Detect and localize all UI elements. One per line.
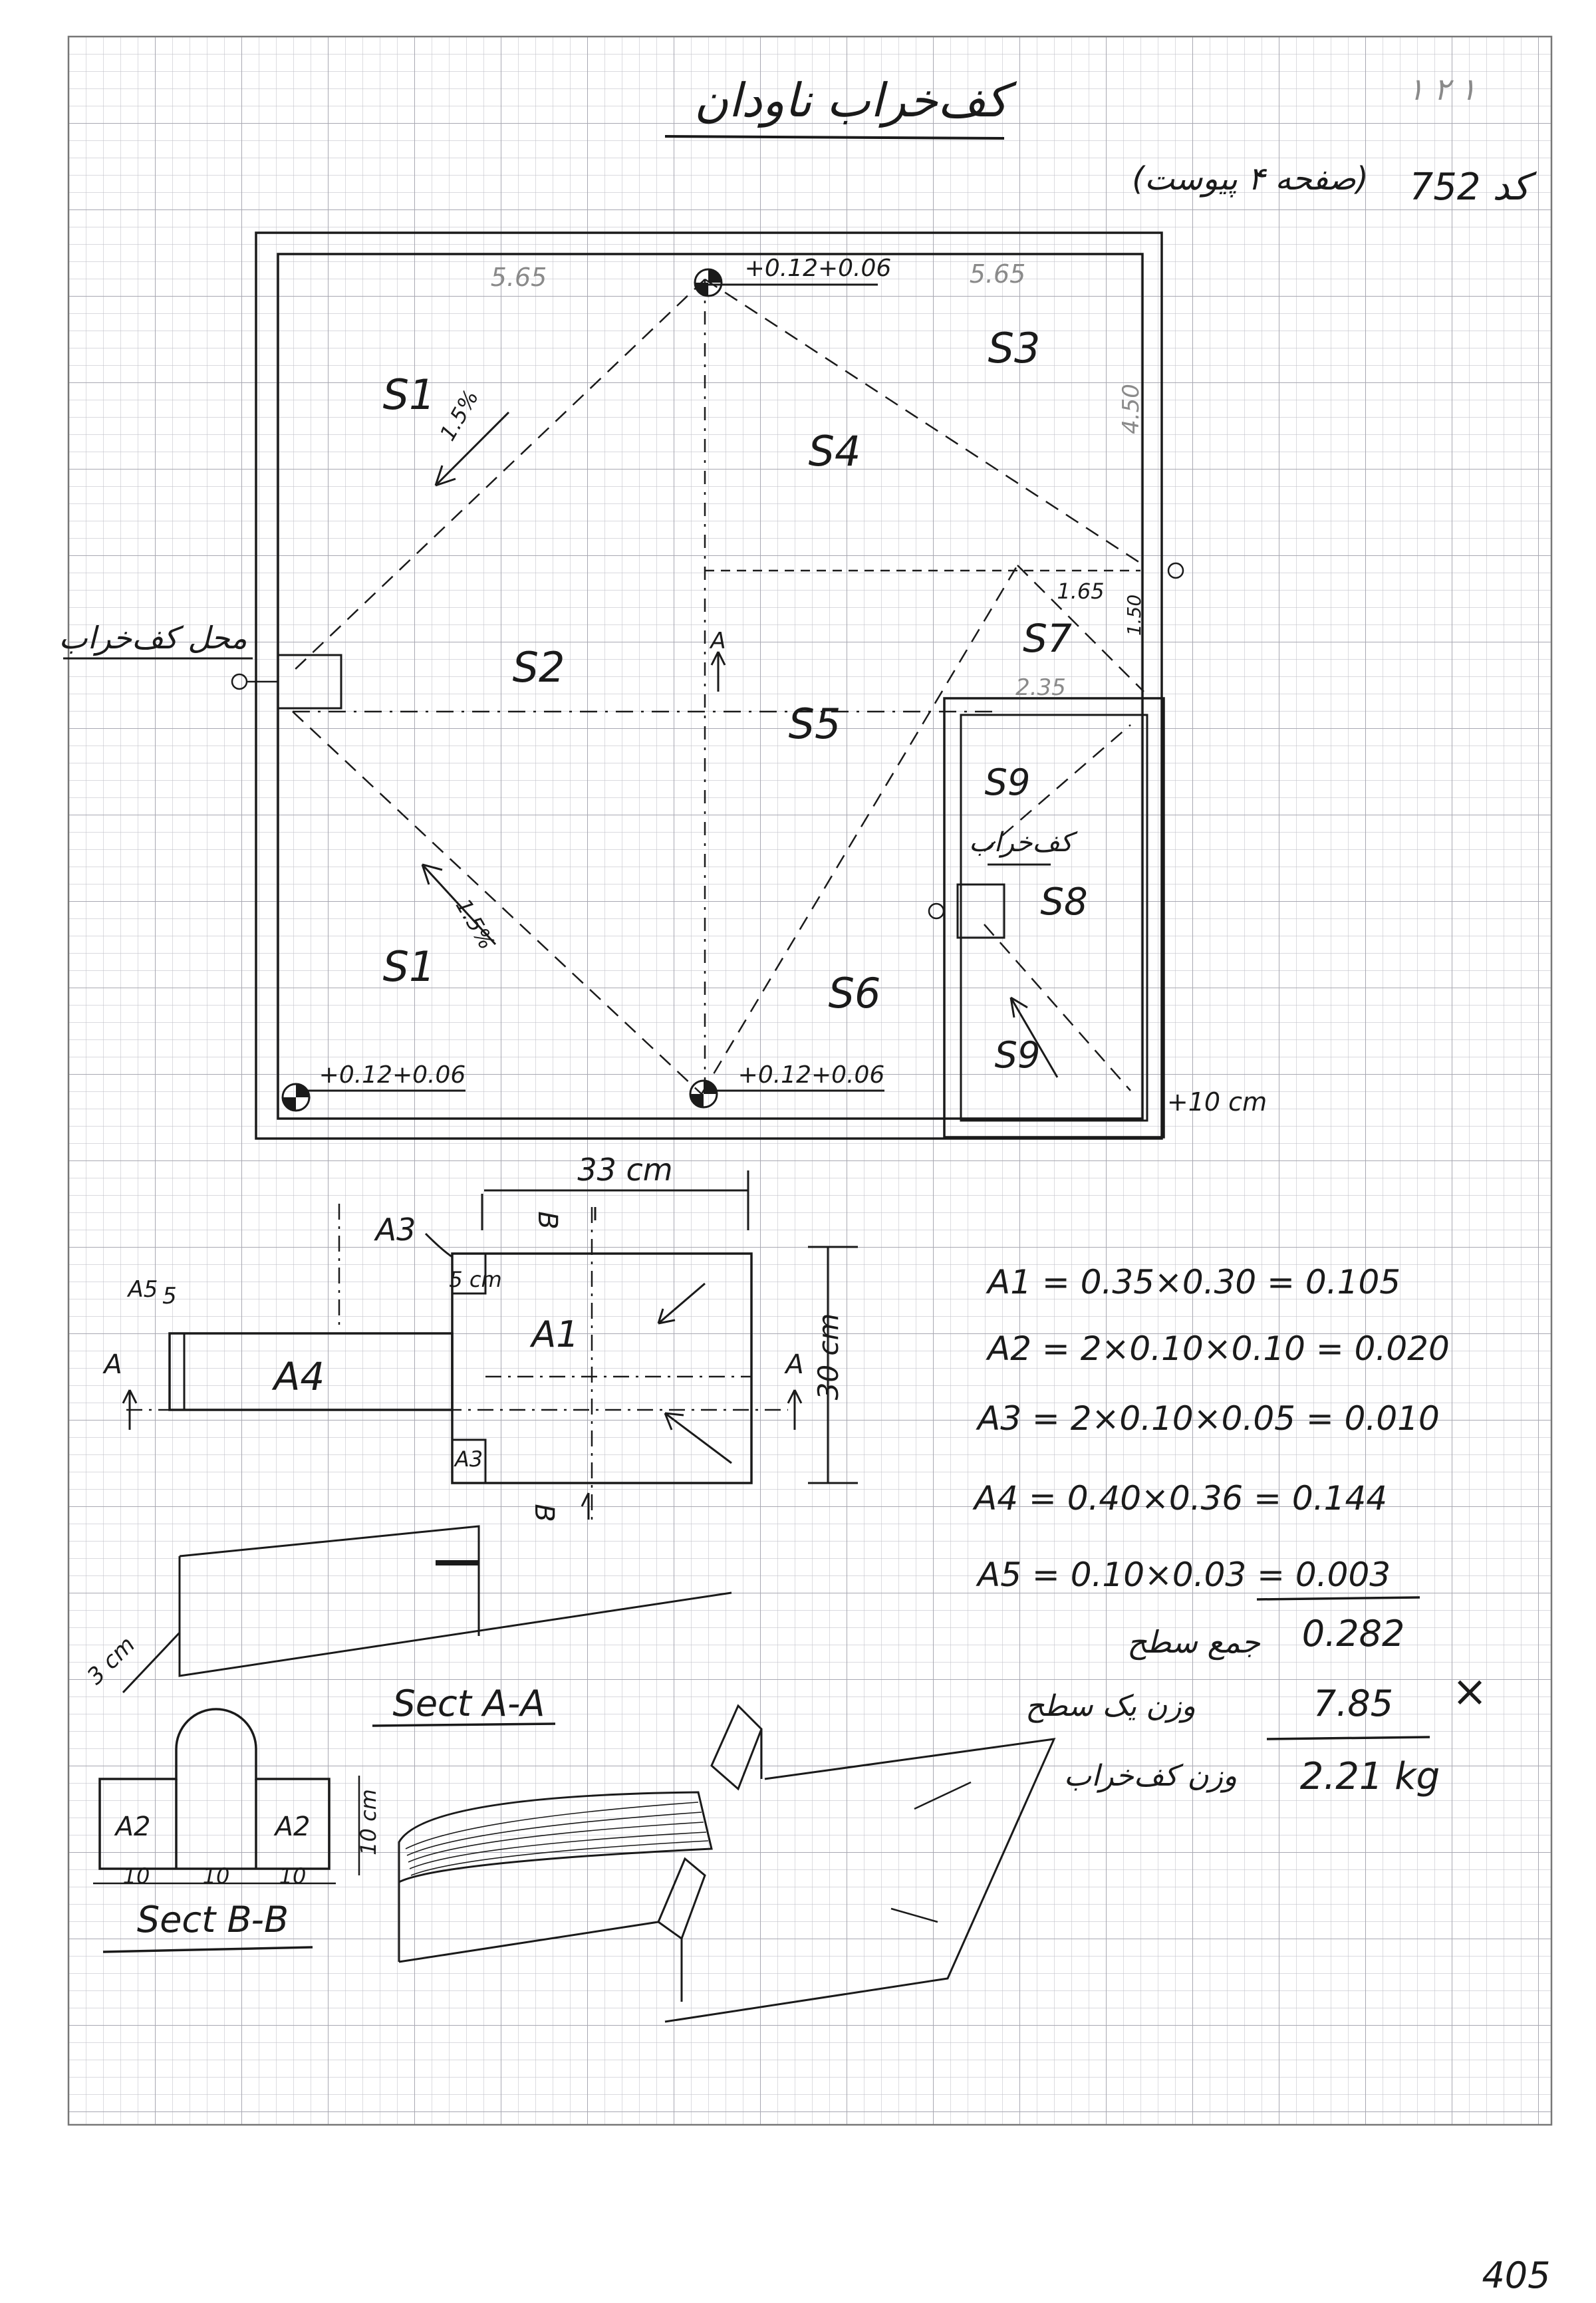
detail-label-a1: A1 (531, 1313, 579, 1355)
detail-mark-a-left: A (104, 1349, 122, 1380)
detail-dim-s5: 5 (162, 1283, 177, 1309)
result-value: 2.21 kg (1299, 1755, 1440, 1798)
weight-label: وزن یک سطح (1025, 1689, 1196, 1723)
section-bb-label-left: A2 (115, 1812, 151, 1842)
detail-mark-b-bottom: B (529, 1504, 559, 1522)
detail-dim-height: 30 cm (812, 1313, 845, 1401)
drain-label: کف‌خراب (968, 827, 1073, 858)
dim-inner: 2.35 (1015, 674, 1066, 701)
surface-s9-bottom: S9 (994, 1034, 1041, 1076)
surface-s1-top: S1 (382, 370, 436, 419)
dim-right-small-vertical: 1.50 (1123, 594, 1145, 636)
top-right-faint-note: ۱ ۲ ۱ (1407, 71, 1476, 107)
surface-s1-bottom: S1 (382, 942, 436, 991)
section-bb-dim-2: 10 (202, 1863, 230, 1889)
detail-label-a3-bottom: A3 (454, 1446, 483, 1472)
code-label: کد 752 (1409, 166, 1530, 209)
surface-s8: S8 (1040, 881, 1088, 924)
page-title: کف‌خراب ناودان (694, 73, 1008, 128)
slope-bottom: 1.5% (450, 894, 500, 954)
calc-row-a5: A5 = 0.10×0.03 = 0.003 (978, 1556, 1391, 1594)
roof-drain-icon (695, 269, 722, 296)
section-aa-dim: 3 cm (82, 1631, 141, 1691)
slope-top: 1.5% (434, 385, 484, 446)
detail-label-a5: A5 (128, 1276, 158, 1303)
sum-value: 0.282 (1301, 1613, 1405, 1655)
drain-location-label: محل کف‌خراب (59, 620, 247, 656)
calc-row-a4: A4 = 0.40×0.36 = 0.144 (974, 1479, 1388, 1518)
surface-s6: S6 (828, 969, 881, 1017)
dim-top-right: 5.65 (969, 259, 1026, 289)
detail-dim-small: 5 cm (449, 1267, 502, 1292)
detail-label-a3-top: A3 (375, 1212, 416, 1248)
surface-s3: S3 (988, 324, 1041, 372)
dim-right-small: 1.65 (1057, 579, 1105, 604)
surface-s2: S2 (512, 643, 565, 692)
section-bb-label-right: A2 (275, 1812, 311, 1842)
page-number: 405 (1482, 2254, 1551, 2296)
dim-right-vertical: 4.50 (1118, 384, 1144, 434)
calc-row-a3: A3 = 2×0.10×0.05 = 0.010 (978, 1399, 1440, 1438)
surface-s4: S4 (808, 427, 861, 475)
section-aa-title: Sect A-A (392, 1683, 545, 1724)
sum-label: جمع سطح (1127, 1624, 1261, 1660)
weight-value: 7.85 (1313, 1683, 1394, 1724)
calc-row-a2: A2 = 2×0.10×0.10 = 0.020 (988, 1329, 1450, 1368)
multiply-sign: × (1452, 1667, 1488, 1716)
surface-s9-top: S9 (984, 761, 1031, 803)
level-top: +0.12+0.06 (744, 255, 892, 282)
detail-mark-a-right: A (785, 1349, 804, 1380)
section-mark-a: A (710, 628, 726, 654)
level-bottom-mid: +0.12+0.06 (737, 1061, 885, 1089)
calc-row-a1: A1 = 0.35×0.30 = 0.105 (988, 1263, 1401, 1301)
detail-label-a4: A4 (273, 1354, 325, 1399)
surface-s5: S5 (788, 700, 841, 748)
detail-dim-width: 33 cm (577, 1152, 673, 1188)
dim-top-left: 5.65 (490, 263, 547, 292)
result-label: وزن کف‌خراب (1063, 1759, 1238, 1793)
roof-drain-icon (283, 1084, 309, 1111)
section-bb-title: Sect B-B (136, 1899, 289, 1941)
level-bottom-left: +0.12+0.06 (319, 1061, 466, 1089)
section-bb-dim-3: 10 (279, 1863, 307, 1889)
section-bb-dim-1: 10 (122, 1863, 150, 1889)
detail-mark-b-top: B (532, 1211, 563, 1230)
roof-drain-icon (690, 1081, 717, 1107)
subtitle-note: (صفحه ۴ پیوست) (1132, 160, 1369, 198)
margin-label: +10 cm (1166, 1087, 1267, 1117)
surface-s7: S7 (1023, 616, 1072, 661)
section-bb-dim-height: 10 cm (356, 1789, 381, 1855)
